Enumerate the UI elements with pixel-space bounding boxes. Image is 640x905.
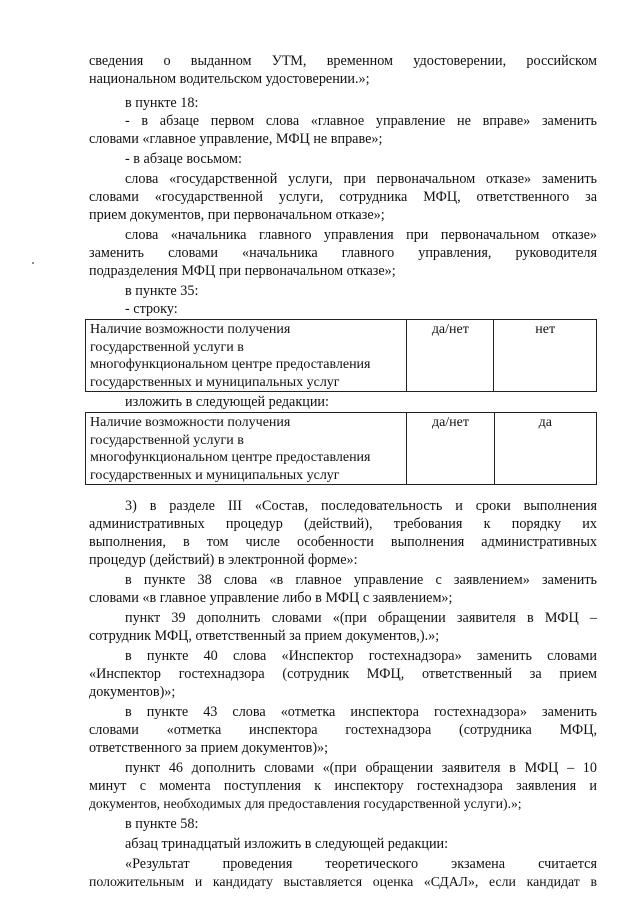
text-line: слова «начальника главного управления при первоначальном отказе» xyxy=(125,227,597,243)
text-line: ответственного за прием документов)»; xyxy=(89,740,329,756)
text-line: словами «в главное управление либо в МФЦ с заявлением»; xyxy=(89,590,453,606)
text-line: абзац тринадцатый изложить в следующей редакции: xyxy=(125,836,449,852)
table-new-row xyxy=(85,412,597,485)
table-row xyxy=(86,320,597,392)
text-line: документов, необходимых для предоставления государственной услуги).»; xyxy=(89,796,522,811)
text-line: изложить в следующей редакции: xyxy=(125,394,329,410)
cell-line: многофункциональном центре предоставления xyxy=(90,357,371,372)
table-options-cell: да/нет xyxy=(407,320,494,392)
text-line: словами «государственной услуги, сотрудника МФЦ, ответственного за xyxy=(89,189,597,205)
text-line: - в абзаце первом слова «главное управление не вправе» заменить xyxy=(125,113,597,129)
text-line: административных процедур (действий), требования к порядку их xyxy=(89,516,597,532)
text-line: национальном водительском удостоверении.»; xyxy=(89,71,370,87)
text-line: словами «главное управление, МФЦ не вправе»; xyxy=(89,131,383,147)
table-value-cell: нет xyxy=(494,320,597,392)
text-line: сотрудник МФЦ, ответственный за прием документов,).»; xyxy=(89,628,440,644)
table-label-cell xyxy=(86,320,407,392)
cell-line: государственной услуги в xyxy=(90,339,244,355)
text-line: прием документов, при первоначальном отказе»; xyxy=(89,207,385,223)
text-line: слова «государственной услуги, при первоначальном отказе» заменить xyxy=(125,171,597,187)
table-options-cell: да/нет xyxy=(407,413,494,485)
cell-line: государственной услуги в xyxy=(90,432,244,448)
text-line: пункт 46 дополнить словами «(при обращении заявителя в МФЦ – 10 xyxy=(125,760,597,776)
text-line: документов)»; xyxy=(89,684,176,700)
text-line: процедур (действий) в электронной форме»: xyxy=(89,552,358,568)
cell-line: государственных и муниципальных услуг xyxy=(90,374,340,390)
cell-line: государственных и муниципальных услуг xyxy=(90,467,340,483)
text-line: положительным и кандидату выставляется оценка «СДАЛ», если кандидат в xyxy=(89,874,597,889)
table-label-cell xyxy=(86,413,407,485)
text-line: минут с момента поступления к инспектору гостехнадзора заявления и xyxy=(89,778,597,794)
text-line: сведения о выданном УТМ, временном удостоверении, российском xyxy=(89,53,597,69)
text-line: в пункте 35: xyxy=(125,283,199,299)
text-line: в пункте 18: xyxy=(125,95,199,111)
text-line: «Результат проведения теоретического экзамена считается xyxy=(125,856,597,872)
text-line: выполнения, в том числе особенности выполнения административных xyxy=(89,534,597,550)
text-line: пункт 39 дополнить словами «(при обращении заявителя в МФЦ – xyxy=(125,610,597,626)
text-line: в пункте 43 слова «отметка инспектора гостехнадзора» заменить xyxy=(125,704,597,720)
scan-speck xyxy=(32,262,34,264)
text-line: заменить словами «начальника главного управления, руководителя xyxy=(89,245,597,261)
text-line: словами «отметка инспектора гостехнадзора (сотрудника МФЦ, xyxy=(89,722,597,738)
table-old-row xyxy=(85,319,597,392)
cell-line: многофункциональном центре предоставления xyxy=(90,450,371,465)
cell-line: Наличие возможности получения xyxy=(90,415,291,430)
table-row xyxy=(86,413,597,485)
text-line: - в абзаце восьмом: xyxy=(125,151,242,167)
cell-line: Наличие возможности получения xyxy=(90,322,291,337)
table-value-cell: да xyxy=(494,413,596,485)
text-line: - строку: xyxy=(125,301,178,317)
text-line: в пункте 38 слова «в главное управление с заявлением» заменить xyxy=(125,572,597,588)
text-line: в пункте 40 слова «Инспектор гостехнадзора» заменить словами xyxy=(125,648,597,664)
text-line: «Инспектор гостехнадзора (сотрудник МФЦ, ответственный за прием xyxy=(89,666,597,682)
text-line: 3) в разделе III «Состав, последовательность и сроки выполнения xyxy=(125,498,597,514)
text-line: в пункте 58: xyxy=(125,816,199,832)
text-line: подразделения МФЦ при первоначальном отказе»; xyxy=(89,263,396,279)
